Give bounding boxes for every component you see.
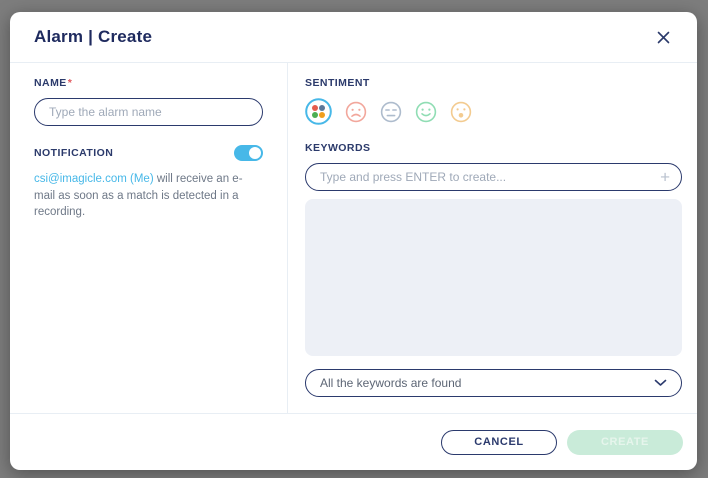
notification-row [34,145,263,161]
close-button[interactable] [653,27,673,47]
alarm-create-dialog [10,12,697,470]
notification-email: csi@imagicle.com (Me) [34,173,154,185]
left-column [10,63,288,413]
dialog-footer [10,413,697,470]
sentiment-label: SENTIMENT [305,77,370,89]
sentiment-positive-icon[interactable] [415,101,437,123]
keywords-match-rule-select[interactable] [305,369,682,397]
add-keyword-icon[interactable]: + [660,167,670,187]
chevron-down-icon [654,379,667,387]
name-label: NAME* [34,77,73,89]
notification-toggle[interactable] [234,145,263,161]
notification-description-text: will receive an e-mail as soon as a match is detected in a recording. [34,173,243,219]
dialog-header [10,12,697,63]
dialog-body [10,63,697,413]
toggle-knob [249,147,261,159]
required-asterisk: * [67,77,73,89]
notification-label: NOTIFICATION [34,147,114,159]
sentiment-surprised-icon[interactable] [450,101,472,123]
keywords-input[interactable] [305,163,682,191]
keywords-label: KEYWORDS [305,142,371,154]
sentiment-all-icon[interactable] [305,98,332,125]
right-column [288,63,697,413]
notification-description [34,171,263,221]
dialog-title: Alarm | Create [34,27,153,46]
close-icon [657,31,670,44]
create-button[interactable]: CREATE [567,430,683,455]
sentiment-negative-icon[interactable] [345,101,367,123]
cancel-button[interactable]: CANCEL [441,430,557,455]
alarm-name-input[interactable] [34,98,263,126]
sentiment-neutral-icon[interactable] [380,101,402,123]
keywords-match-rule-value: All the keywords are found [320,376,462,390]
keywords-list-area [305,199,682,356]
keywords-input-wrap [305,163,682,191]
sentiment-options [305,98,682,125]
